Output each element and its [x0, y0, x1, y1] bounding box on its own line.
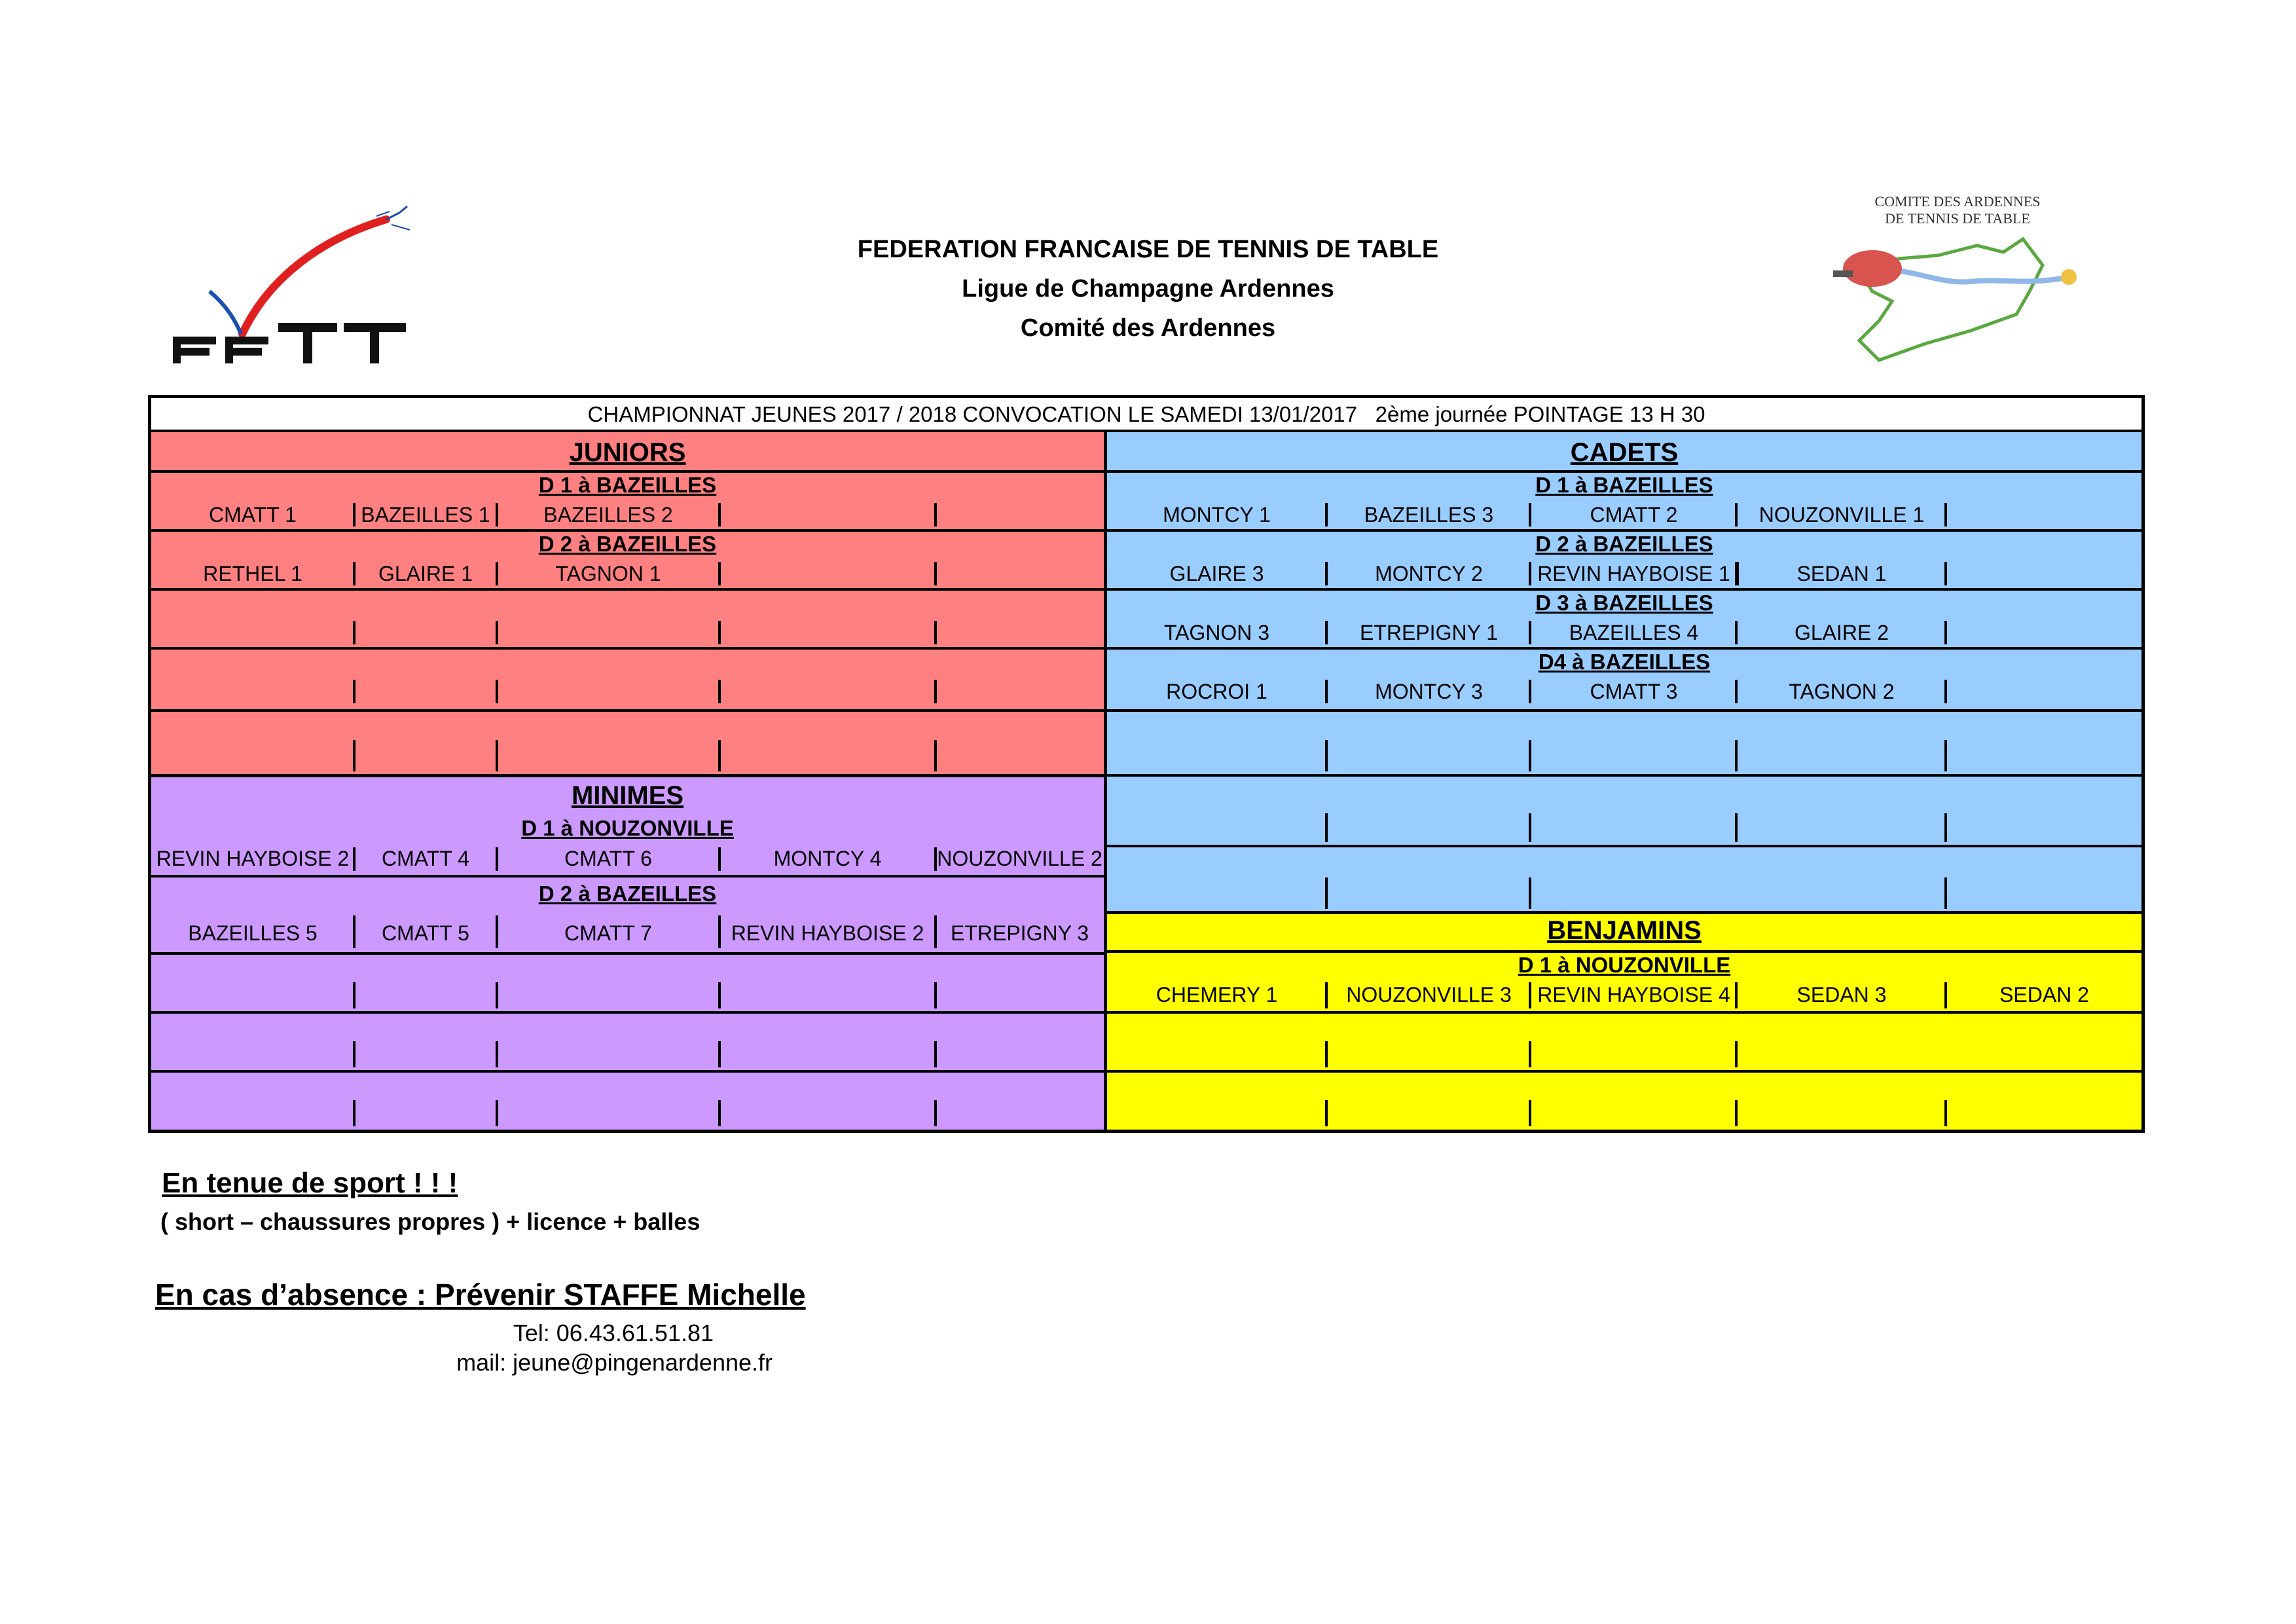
cadets-d1-team-4: NOUZONVILLE 1 — [1758, 503, 1925, 526]
comite-logo-line1: COMITE DES ARDENNES — [1874, 193, 2041, 210]
ligue-title: Ligue de Champagne Ardennes — [962, 275, 1334, 303]
juniors-d1-team-3: BAZEILLES 2 — [543, 503, 673, 526]
cadets-title: CADETS — [1570, 438, 1679, 467]
cadets-d2-team-4: SEDAN 1 — [1796, 562, 1887, 585]
benjamins-d1-team-3: REVIN HAYBOISE 4 — [1537, 983, 1730, 1006]
cadets-d4-title: D4 à BAZEILLES — [1538, 650, 1711, 674]
minimes-title: MINIMES — [571, 781, 684, 810]
cadets-d3-title: D 3 à BAZEILLES — [1535, 591, 1713, 615]
absence-notice: En cas d’absence : Prévenir STAFFE Michelle — [155, 1278, 806, 1312]
benjamins-d1-team-1: CHEMERY 1 — [1156, 983, 1278, 1006]
comite-logo — [1807, 193, 2121, 383]
juniors-d2-title: D 2 à BAZEILLES — [538, 532, 717, 556]
minimes-d2-team-1: BAZEILLES 5 — [188, 921, 318, 945]
benjamins-d1-title: D 1 à NOUZONVILLE — [1518, 953, 1731, 977]
cadets-d2-title: D 2 à BAZEILLES — [1535, 532, 1713, 556]
comite-logo-line2: DE TENNIS DE TABLE — [1885, 210, 2030, 227]
cadets-d3-team-4: GLAIRE 2 — [1794, 621, 1889, 644]
contact-mail: mail: jeune@pingenardenne.fr — [456, 1349, 773, 1376]
cadets-d4-team-3: CMATT 3 — [1590, 680, 1678, 703]
juniors-title: JUNIORS — [569, 438, 686, 467]
cadets-d1-title: D 1 à BAZEILLES — [1535, 473, 1713, 497]
cadets-d1-team-2: BAZEILLES 3 — [1364, 503, 1494, 526]
minimes-d2-team-2: CMATT 5 — [382, 921, 469, 945]
minimes-d1-team-1: REVIN HAYBOISE 2 — [156, 847, 350, 870]
cadets-d4-team-2: MONTCY 3 — [1375, 680, 1483, 703]
minimes-d1-team-5: NOUZONVILLE 2 — [937, 847, 1102, 870]
cadets-d1-team-3: CMATT 2 — [1590, 503, 1678, 526]
contact-tel: Tel: 06.43.61.51.81 — [513, 1320, 714, 1346]
juniors-d2-team-2: GLAIRE 1 — [378, 562, 473, 585]
juniors-d1-title: D 1 à BAZEILLES — [538, 473, 717, 497]
benjamins-d1-team-2: NOUZONVILLE 3 — [1346, 983, 1512, 1006]
cadets-d3-team-1: TAGNON 3 — [1163, 621, 1270, 644]
cadets-d2-team-3: REVIN HAYBOISE 1 — [1537, 562, 1730, 585]
paddle-icon — [1843, 250, 1902, 287]
comite-title: Comité des Ardennes — [1020, 314, 1276, 342]
cadets-d3-team-3: BAZEILLES 4 — [1569, 621, 1699, 644]
juniors-d2-team-3: TAGNON 1 — [555, 562, 661, 585]
fftt-letters — [177, 327, 406, 363]
juniors-d2-team-1: RETHEL 1 — [203, 562, 302, 585]
cadets-d2-team-2: MONTCY 2 — [1375, 562, 1483, 585]
juniors-d1-team-2: BAZEILLES 1 — [361, 503, 490, 526]
cadets-d3-team-2: ETREPIGNY 1 — [1359, 621, 1499, 644]
cadets-d1-team-1: MONTCY 1 — [1163, 503, 1271, 526]
minimes-d1-title: D 1 à NOUZONVILLE — [521, 816, 734, 840]
tenue-notice: En tenue de sport ! ! ! — [162, 1167, 458, 1199]
cadets-d4-team-1: ROCROI 1 — [1166, 680, 1267, 703]
minimes-d1-team-4: MONTCY 4 — [773, 847, 882, 870]
minimes-d2-team-5: ETREPIGNY 3 — [950, 921, 1089, 945]
federation-title: FEDERATION FRANCAISE DE TENNIS DE TABLE — [857, 236, 1439, 263]
table-title: CHAMPIONNAT JEUNES 2017 / 2018 CONVOCATION LE SAMEDI 13/01/2017 2ème journée POINTAGE 13 H 30 — [151, 398, 2141, 432]
minimes-d1-team-2: CMATT 4 — [382, 847, 469, 870]
fftt-logo — [164, 200, 426, 377]
benjamins-d1-team-5: SEDAN 2 — [1999, 983, 2089, 1006]
ball-icon — [2061, 269, 2077, 285]
equipment-notice: ( short – chaussures propres ) + licence + balles — [160, 1208, 701, 1235]
minimes-d2-title: D 2 à BAZEILLES — [538, 881, 717, 906]
minimes-d2-team-3: CMATT 7 — [564, 921, 652, 945]
cadets-d4-team-4: TAGNON 2 — [1789, 680, 1895, 703]
benjamins-d1-team-4: SEDAN 3 — [1796, 983, 1887, 1006]
juniors-d1-team-1: CMATT 1 — [209, 503, 297, 526]
minimes-d1-team-3: CMATT 6 — [564, 847, 652, 870]
minimes-d2-team-4: REVIN HAYBOISE 2 — [731, 921, 924, 945]
benjamins-title: BENJAMINS — [1547, 916, 1702, 945]
cadets-d2-team-1: GLAIRE 3 — [1169, 562, 1264, 585]
